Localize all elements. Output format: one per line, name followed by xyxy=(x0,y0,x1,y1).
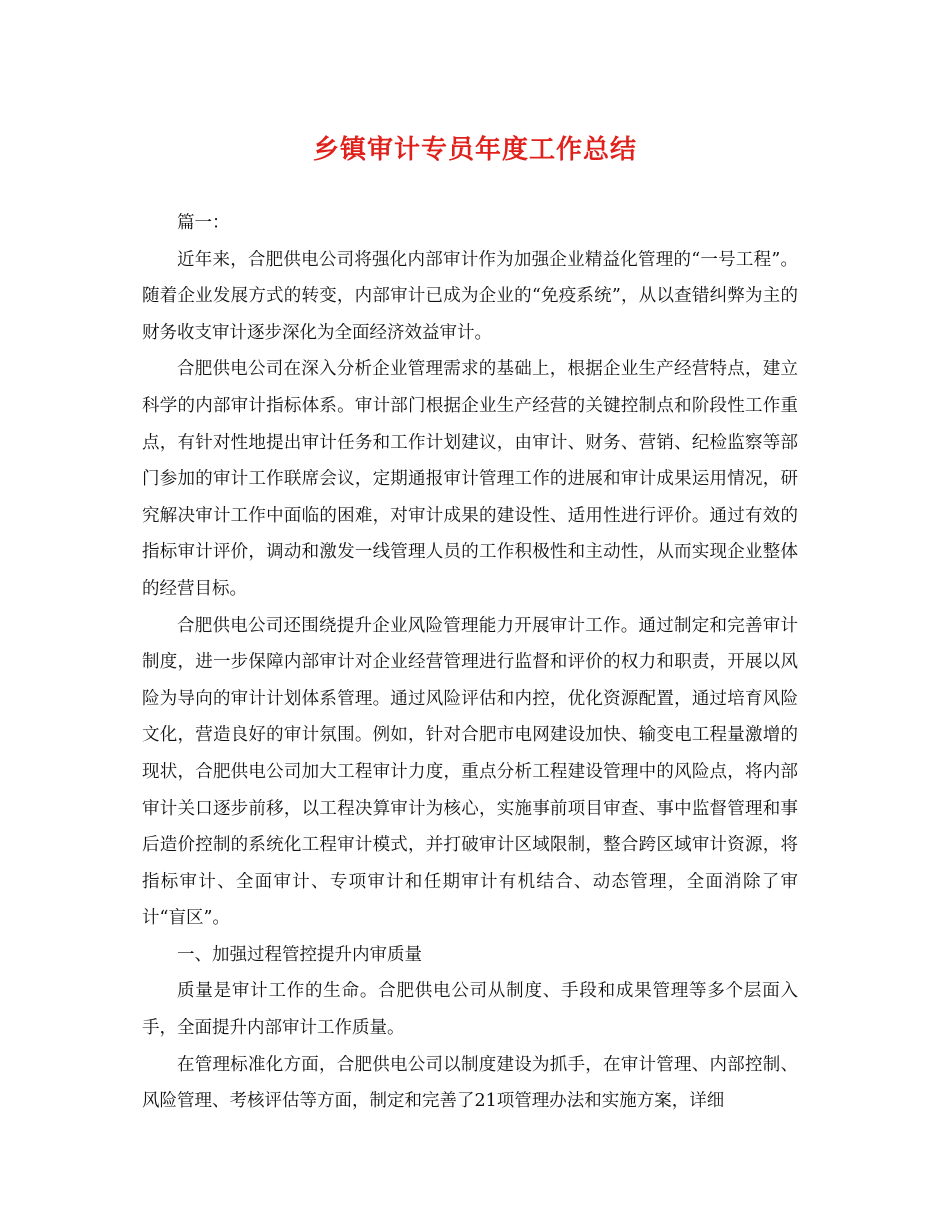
document-title: 乡镇审计专员年度工作总结 xyxy=(312,135,637,165)
paragraph: 质量是审计工作的生命。合肥供电公司从制度、手段和成果管理等多个层面入手，全面提升内部审计工作质量。 xyxy=(142,981,798,1039)
paragraph: 在管理标准化方面，合肥供电公司以制度建设为抓手，在审计管理、内部控制、风险管理、考核评估等方面，制定和完善了21项管理办法和实施方案，详细 xyxy=(142,1054,798,1112)
section-heading: 一、加强过程管控提升内审质量 xyxy=(177,944,422,965)
paragraph: 近年来，合肥供电公司将强化内部审计作为加强企业精益化管理的“一号工程”。随着企业发展方式的转变，内部审计已成为企业的“免疫系统”，从以查错纠弊为主的财务收支审计逐步深化为全面经济效益审计。 xyxy=(142,249,798,343)
document-body xyxy=(142,205,798,1120)
paragraph-section-label: 篇一： xyxy=(177,213,230,233)
paragraph: 合肥供电公司在深入分析企业管理需求的基础上，根据企业生产经营特点，建立科学的内部审计指标体系。审计部门根据企业生产经营的关键控制点和阶段性工作重点，有针对性地提出审计任务和工作计划建议，由审计、财务、营销、纪检监察等部门参加的审计工作联席会议，定期通报审计管理工作的进展和审计成果运用情况，研究解决审计工作中面临的困难，对审计成果的建设性、适用性进行评价。通过有效的指标审计评价，调动和激发一线管理人员的工作积极性和主动性，从而实现企业整体的经营目标。 xyxy=(142,359,798,599)
paragraph: 合肥供电公司还围绕提升企业风险管理能力开展审计工作。通过制定和完善审计制度，进一步保障内部审计对企业经营管理进行监督和评价的权力和职责，开展以风险为导向的审计计划体系管理。通过风险评估和内控，优化资源配置，通过培育风险文化，营造良好的审计氛围。例如，针对合肥市电网建设加快、输变电工程量激增的现状，合肥供电公司加大工程审计力度，重点分析工程建设管理中的风险点，将内部审计关口逐步前移，以工程决算审计为核心，实施事前项目审查、事中监督管理和事后造价控制的系统化工程审计模式，并打破审计区域限制，整合跨区域审计资源，将指标审计、全面审计、专项审计和任期审计有机结合、动态管理，全面消除了审计“盲区”。 xyxy=(142,615,798,929)
